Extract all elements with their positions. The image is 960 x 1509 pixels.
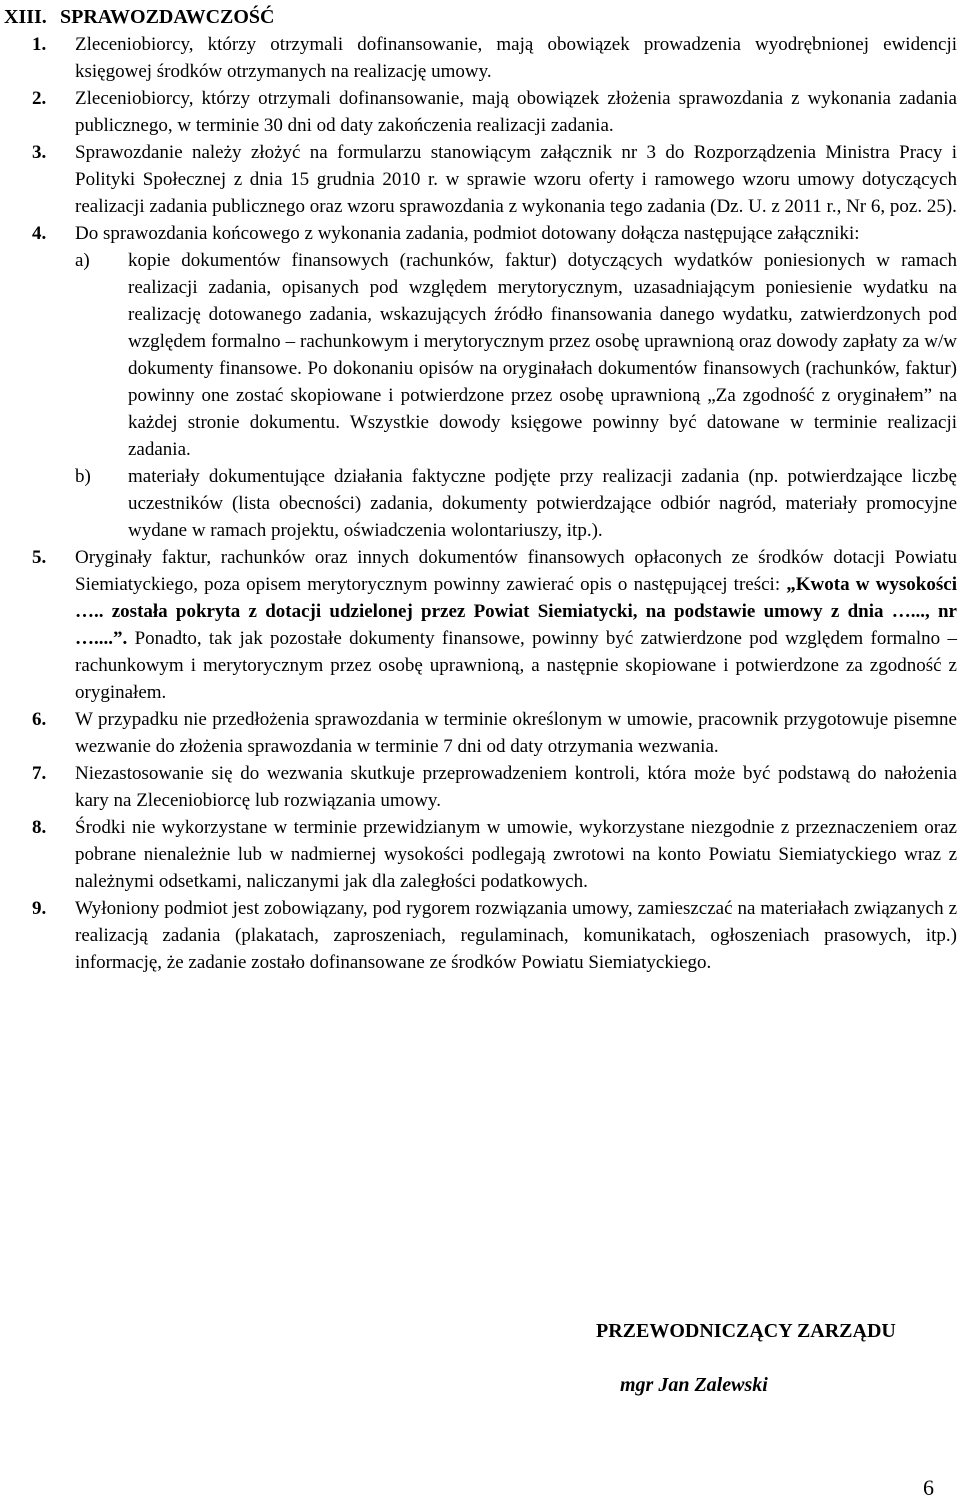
section-number: XIII. <box>4 6 47 28</box>
item-text: Niezastosowanie się do wezwania skutkuje przeprowadzeniem kontroli, która może być podstawą do nałożenia kary na Zleceniobiorcę lub rozwiązania umowy. <box>75 763 957 811</box>
item-text: Wyłoniony podmiot jest zobowiązany, pod rygorem rozwiązania umowy, zamieszczać na materiałach związanych z realizacją zadania (plakatach, zaproszeniach, regulaminach, komunikatach, ogłoszeniach prasowych, itp.) informację, że zadanie zostało dofinansowane ze środków Powiatu Siemiatyckiego. <box>75 898 957 973</box>
sub-item <box>32 247 957 463</box>
sub-item <box>32 463 957 544</box>
signature-title: PRZEWODNICZĄCY ZARZĄDU <box>596 1320 896 1342</box>
page-number: 6 <box>923 1475 934 1500</box>
list-item <box>32 139 957 220</box>
item-number: 5. <box>32 547 47 568</box>
item-text: Oryginały faktur, rachunków oraz innych dokumentów finansowych opłaconych ze środków dotacji Powiatu Siemiatyckiego, poza opisem merytorycznym powinny zawierać opis o następującej treści: <box>75 547 957 595</box>
item-number: 3. <box>32 142 47 163</box>
item-text: Sprawozdanie należy złożyć na formularzu stanowiącym załącznik nr 3 do Rozporządzenia Ministra Pracy i Polityki Społecznej z dnia 15 grudnia 2010 r. w sprawie wzoru oferty i ramowego wzoru umowy dotyczących realizacji zadania publicznego oraz wzoru sprawozdania z wykonania tego zadania (Dz. U. z 2011 r., Nr 6, poz. 25). <box>75 142 957 217</box>
sub-item-text: kopie dokumentów finansowych (rachunków, faktur) dotyczących wydatków poniesionych w ramach realizacji zadania, opisanych pod względem merytorycznym, uzasadniającym poniesienie wydatku na realizację dotowanego zadania, wskazujących źródło finansowania danego wydatku, zatwierdzonych pod względem formalno – rachunkowym i merytorycznym przez osobę uprawnioną oraz dowody zapłaty za w/w dokumenty finansowe. Po dokonaniu opisów na oryginałach dokumentów finansowych (rachunków, faktur) powinny one zostać skopiowane i potwierdzone przez osobę uprawnioną „Za zgodność z oryginałem” na każdej stronie dokumentu. Wszystkie dowody księgowe powinny być datowane w terminie realizacji zadania. <box>128 250 957 460</box>
signature-name: mgr Jan Zalewski <box>620 1374 768 1396</box>
list-item <box>32 544 957 706</box>
item-number: 8. <box>32 817 47 838</box>
item-number: 6. <box>32 709 47 730</box>
list-item <box>32 814 957 895</box>
item-text: Zleceniobiorcy, którzy otrzymali dofinansowanie, mają obowiązek złożenia sprawozdania z wykonania zadania publicznego, w terminie 30 dni od daty zakończenia realizacji zadania. <box>75 88 957 136</box>
sub-item-letter: b) <box>75 466 91 487</box>
section-title: SPRAWOZDAWCZOŚĆ <box>60 6 275 28</box>
section-heading <box>4 4 274 31</box>
item-number: 9. <box>32 898 47 919</box>
item-text: Zleceniobiorcy, którzy otrzymali dofinansowanie, mają obowiązek prowadzenia wyodrębnionej ewidencji księgowej środków otrzymanych na realizację umowy. <box>75 34 957 82</box>
item-text: W przypadku nie przedłożenia sprawozdania w terminie określonym w umowie, pracownik przygotowuje pisemne wezwanie do złożenia sprawozdania w terminie 7 dni od daty otrzymania wezwania. <box>75 709 957 757</box>
item-text: Środki nie wykorzystane w terminie przewidzianym w umowie, wykorzystane niezgodnie z przeznaczeniem oraz pobrane nienależnie lub w nadmiernej wysokości podlegają zwrotowi na konto Powiatu Siemiatyckiego wraz z należnymi odsetkami, naliczanymi jak dla zaległości podatkowych. <box>75 817 957 892</box>
item-number: 4. <box>32 223 47 244</box>
list-item <box>32 220 957 247</box>
list-item <box>32 760 957 814</box>
sub-item-text: materiały dokumentujące działania faktyczne podjęte przy realizacji zadania (np. potwierdzające liczbę uczestników (lista obecności) zadania, dokumenty potwierdzające odbiór nagród, materiały promocyjne wydane w ramach projektu, oświadczenia wolontariuszy, itp.). <box>128 466 957 541</box>
sub-item-letter: a) <box>75 250 90 271</box>
list-item <box>32 895 957 976</box>
item-number: 1. <box>32 34 47 55</box>
item-text: Ponadto, tak jak pozostałe dokumenty finansowe, powinny być zatwierdzone pod względem formalno – rachunkowym i merytorycznym przez osobę uprawnioną, a następnie skopiowane i potwierdzone za zgodność z oryginałem. <box>75 628 957 703</box>
list-item <box>32 85 957 139</box>
provisions-list <box>32 31 957 976</box>
list-item <box>32 706 957 760</box>
item-text: Do sprawozdania końcowego z wykonania zadania, podmiot dotowany dołącza następujące załączniki: <box>75 223 860 244</box>
item-text-bold: „Kwota w wysokości ….. została pokryta z dotacji udzielonej przez Powiat Siemiatycki, na podstawie umowy z dnia …..., nr …....”. <box>75 574 957 649</box>
list-item <box>32 31 957 85</box>
item-number: 2. <box>32 88 47 109</box>
item-number: 7. <box>32 763 47 784</box>
signature-block <box>596 1318 956 1399</box>
